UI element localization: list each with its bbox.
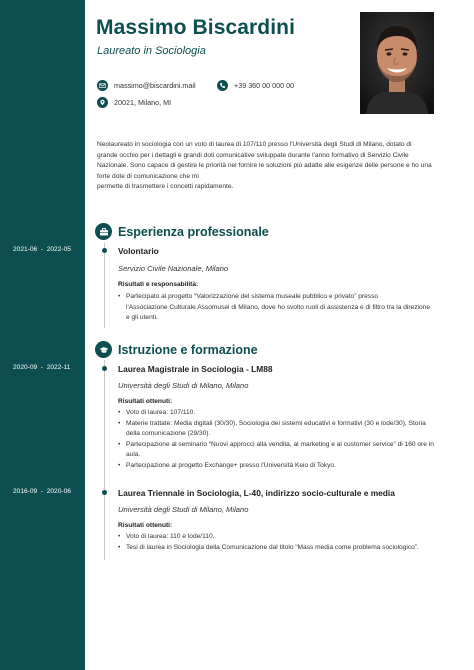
address-text: 20021, Milano, MI	[114, 98, 172, 107]
entry-org: Università degli Studi di Milano, Milano	[118, 505, 249, 514]
entry-date: 2020-09 - 2022-11	[13, 364, 71, 371]
list-item: • Partecipazione al progetto Exchange+ presso l'Università Keio di Tokyo.	[118, 461, 463, 472]
entry-title: Laurea Triennale in Sociologia, L-40, indirizzo socio-culturale e media	[118, 488, 395, 498]
experience-heading: Esperienza professionale	[118, 225, 269, 239]
email-icon	[97, 80, 108, 91]
list-item: • Voto di laurea: 110 e lode/110.	[118, 532, 463, 543]
timeline-dot	[102, 490, 107, 495]
briefcase-icon	[95, 223, 112, 240]
entry-subheading: Risultati e responsabilità:	[118, 281, 199, 288]
phone-icon	[217, 80, 228, 91]
location-pin-icon	[97, 97, 108, 108]
list-item: • Materie trattate: Media digitali (30/30), Sociologia dei sistemi educativi e formativi (30 e lode/30), Storia della comunicazione (29/30).	[118, 419, 463, 440]
summary-line: grande occhio per i dettagli e grandi doti comunicative sviluppate durante l'anno formativo di Servizio Civile	[97, 151, 409, 159]
job-title: Laureato in Sociologia	[97, 45, 206, 57]
summary-line: Nazionale. Sono capace di gestire le priorità nel fornire le soluzioni più adatte alle esigenze delle persone e ho una	[97, 162, 432, 170]
education-heading: Istruzione e formazione	[118, 343, 258, 357]
contact-email[interactable]	[97, 80, 196, 91]
entry-org: Servizio Civile Nazionale, Milano	[118, 264, 229, 273]
entry-date: 2016-09 - 2020-06	[13, 488, 71, 495]
email-text: massimo@biscardini.mail	[114, 81, 196, 90]
graduation-cap-icon	[95, 341, 112, 358]
entry-date: 2021-06 - 2022-05	[13, 246, 71, 253]
phone-text: +39 360 00 000 00	[234, 81, 295, 90]
list-item: • Partecipato al progetto “Valorizzazione del sistema museale pubblico e privato” presso l'Associazione Culturale Assomusei di Milano, dove ho svolto ruoli di assistenza e di filtro tra la direzione e gli utenti.	[118, 292, 463, 324]
summary-line: Neolaureato in sociologia con un voto di laurea di 107/110 presso l'Università degli Studi di Milano, dotato di	[97, 141, 412, 148]
page-title: Massimo Biscardini	[96, 16, 296, 39]
bullet-list	[118, 292, 463, 324]
sidebar-band	[0, 0, 85, 670]
profile-summary	[97, 140, 442, 193]
summary-line: permette di trasmettere i concetti rapidamente.	[97, 183, 234, 191]
contact-address	[97, 97, 171, 108]
entry-subheading: Risultati ottenuti:	[118, 522, 173, 529]
timeline-dot	[102, 366, 107, 371]
timeline-dot	[102, 248, 107, 253]
entry-title: Laurea Magistrale in Sociologia - LM88	[118, 364, 273, 374]
bullet-list	[118, 532, 463, 553]
entry-subheading: Risultati ottenuti:	[118, 398, 173, 405]
list-item: • Partecipazione al seminario “Nuovi approcci alla vendita, al marketing e al customer service” di 160 ore in aula.	[118, 440, 463, 461]
contact-phone[interactable]	[217, 80, 294, 91]
experience-timeline	[104, 243, 105, 328]
list-item: • Tesi di laurea in Sociologia della Comunicazione dal titolo “Mass media come problema sociologico”.	[118, 543, 463, 554]
education-timeline	[104, 360, 105, 560]
bullet-list	[118, 408, 463, 472]
entry-org: Università degli Studi di Milano, Milano	[118, 381, 249, 390]
entry-title: Volontario	[118, 246, 159, 256]
profile-photo	[360, 12, 434, 114]
summary-line: forte dote di comunicazione che mi	[97, 172, 199, 180]
list-item: • Voto di laurea: 107/110.	[118, 408, 463, 419]
